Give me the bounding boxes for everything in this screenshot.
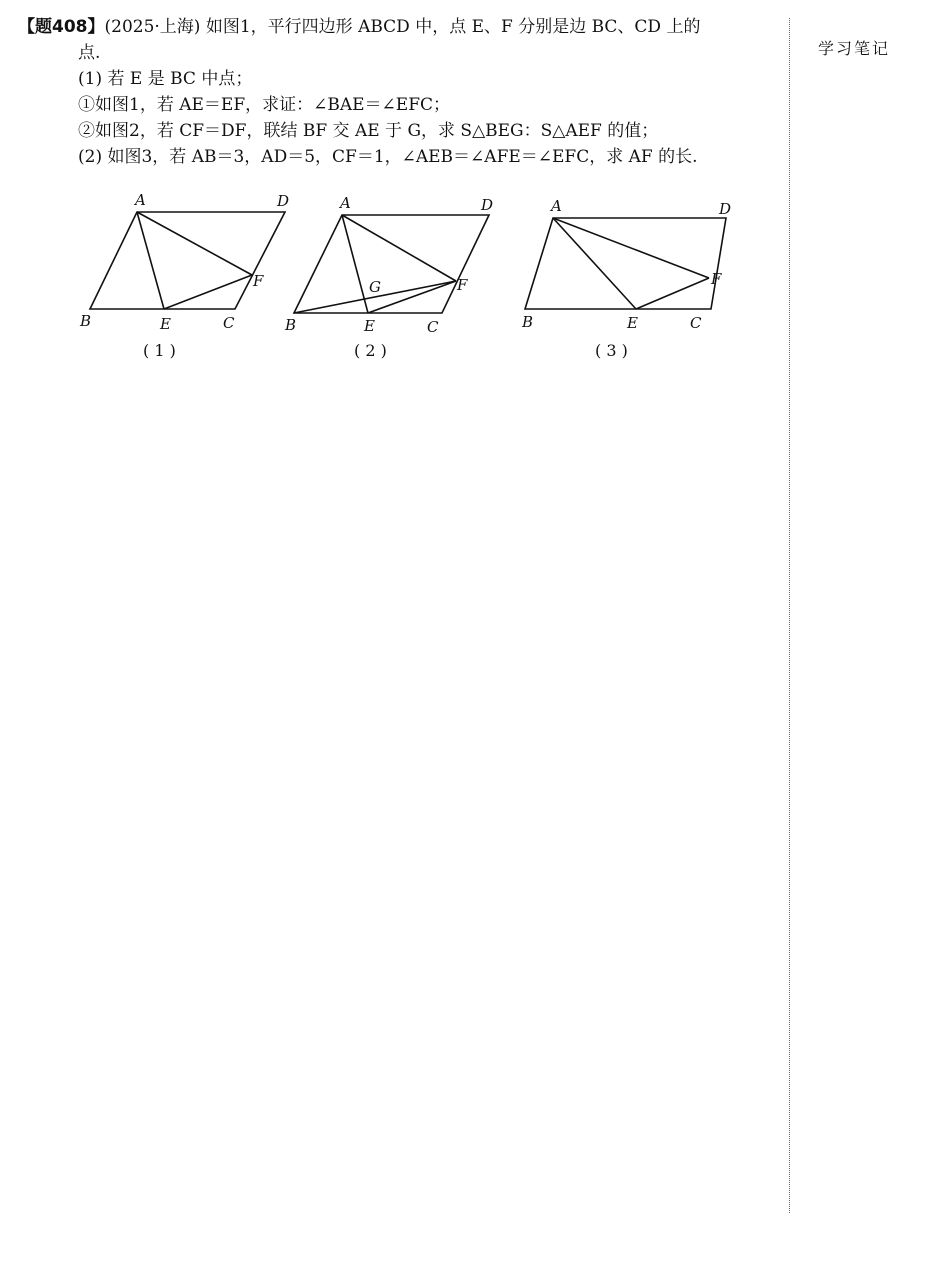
label-b: B xyxy=(522,313,534,331)
problem-statement-cont: 点. xyxy=(78,43,101,63)
problem-statement: 如图1，平行四边形 ABCD 中，点 E、F 分别是边 BC、CD 上的 xyxy=(205,17,701,37)
label-b: B xyxy=(80,312,92,330)
figure-1 xyxy=(75,188,295,372)
label-c: C xyxy=(427,318,439,336)
segment-ef xyxy=(164,275,252,309)
label-c: C xyxy=(690,314,702,332)
caption-3: ( 3 ) xyxy=(595,341,628,360)
notes-divider xyxy=(789,18,790,1213)
problem-source: (2025·上海) xyxy=(104,17,201,37)
problem-block xyxy=(18,14,778,170)
label-f: F xyxy=(457,276,468,294)
label-f: F xyxy=(253,272,264,290)
notes-label: 学习笔记 xyxy=(818,39,891,58)
parallelogram xyxy=(294,215,489,313)
caption-2: ( 2 ) xyxy=(354,341,387,360)
label-c: C xyxy=(223,314,235,332)
label-a: A xyxy=(551,197,562,215)
label-e: E xyxy=(627,314,638,332)
label-d: D xyxy=(277,192,290,210)
segment-ef xyxy=(368,281,456,313)
label-b: B xyxy=(285,316,297,334)
segment-af xyxy=(137,212,252,275)
part-1a: ①如图1，若 AE＝EF，求证：∠BAE＝∠EFC； xyxy=(78,95,450,115)
segment-ae xyxy=(553,218,636,309)
label-e: E xyxy=(160,315,171,333)
label-a: A xyxy=(135,191,146,209)
part-2: (2) 如图3，若 AB＝3，AD＝5，CF＝1，∠AEB＝∠AFE＝∠EFC，求 AF 的长. xyxy=(78,147,698,167)
label-e: E xyxy=(364,317,375,335)
segment-ef xyxy=(636,278,709,309)
parallelogram xyxy=(525,218,726,309)
problem-line-1 xyxy=(18,14,778,40)
label-a: A xyxy=(340,194,351,212)
label-g: G xyxy=(369,278,381,296)
part-1: (1) 若 E 是 BC 中点； xyxy=(78,69,253,89)
figure-2 xyxy=(282,188,507,372)
label-d: D xyxy=(481,196,494,214)
label-d: D xyxy=(719,200,732,218)
label-f: F xyxy=(711,270,722,288)
figure-3 xyxy=(515,188,750,372)
parallelogram xyxy=(90,212,285,309)
segment-af xyxy=(553,218,709,278)
segment-ae xyxy=(342,215,368,313)
segment-ae xyxy=(137,212,164,309)
caption-1: ( 1 ) xyxy=(143,341,176,360)
segment-af xyxy=(342,215,456,281)
part-1b: ②如图2，若 CF＝DF，联结 BF 交 AE 于 G，求 S△BEG：S△AEF 的值； xyxy=(78,121,659,141)
problem-title: 【题408】 xyxy=(18,17,105,37)
